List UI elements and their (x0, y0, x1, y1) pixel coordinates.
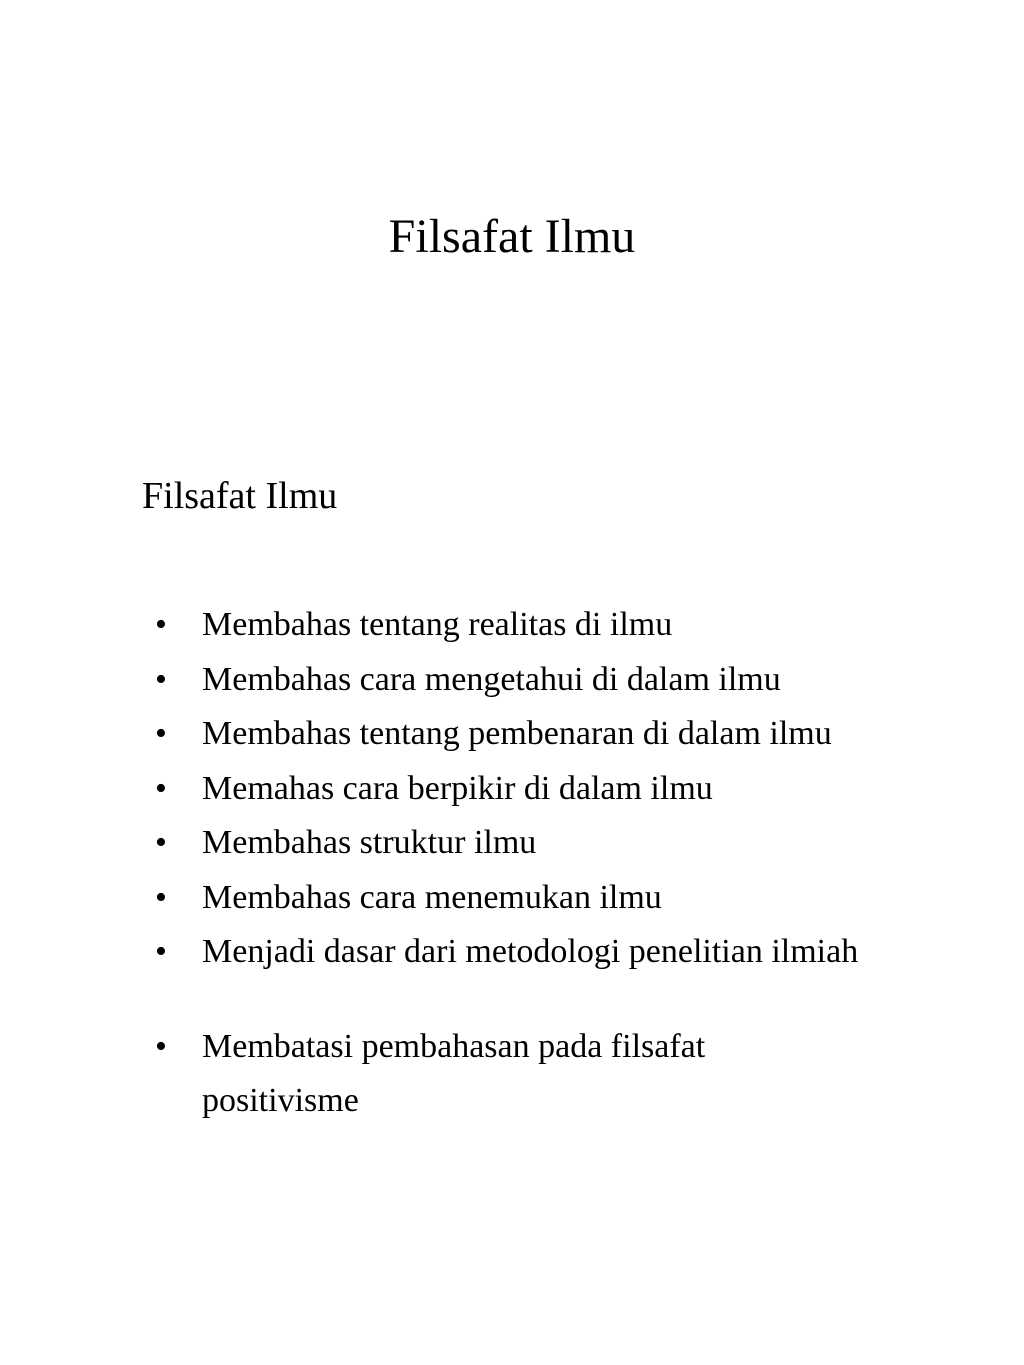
section-heading: Filsafat Ilmu (142, 475, 338, 517)
bullet-icon: • (155, 1027, 167, 1065)
list-item-text: Membahas struktur ilmu (202, 824, 537, 861)
list-item (155, 1020, 802, 1129)
list-item-text: Menjadi dasar dari metodologi penelitian ilmiah (202, 933, 859, 970)
list-item-text: Memahas cara berpikir di dalam ilmu (202, 769, 713, 807)
list-item-text: Membatasi pembahasan pada filsafat positivisme (202, 1027, 706, 1119)
bullet-icon: • (155, 824, 167, 861)
bullet-list (155, 598, 955, 1129)
bullet-icon: • (155, 769, 167, 807)
list-item (155, 925, 955, 980)
bullet-icon: • (155, 933, 167, 970)
page-title: Filsafat Ilmu (388, 210, 636, 263)
bullet-icon: • (155, 878, 167, 916)
bullet-icon: • (155, 660, 167, 698)
list-item (155, 653, 955, 708)
list-item-text: Membahas cara mengetahui di dalam ilmu (202, 660, 781, 698)
list-item (155, 762, 955, 817)
bullet-icon: • (155, 715, 167, 752)
list-item (155, 598, 955, 653)
bullet-icon: • (155, 606, 167, 643)
list-item-text: Membahas tentang pembenaran di dalam ilmu (202, 715, 832, 752)
list-item (155, 871, 955, 926)
list-item (155, 707, 955, 762)
list-item-text: Membahas cara menemukan ilmu (202, 878, 662, 916)
list-item (155, 816, 955, 871)
list-item-text: Membahas tentang realitas di ilmu (202, 606, 673, 643)
